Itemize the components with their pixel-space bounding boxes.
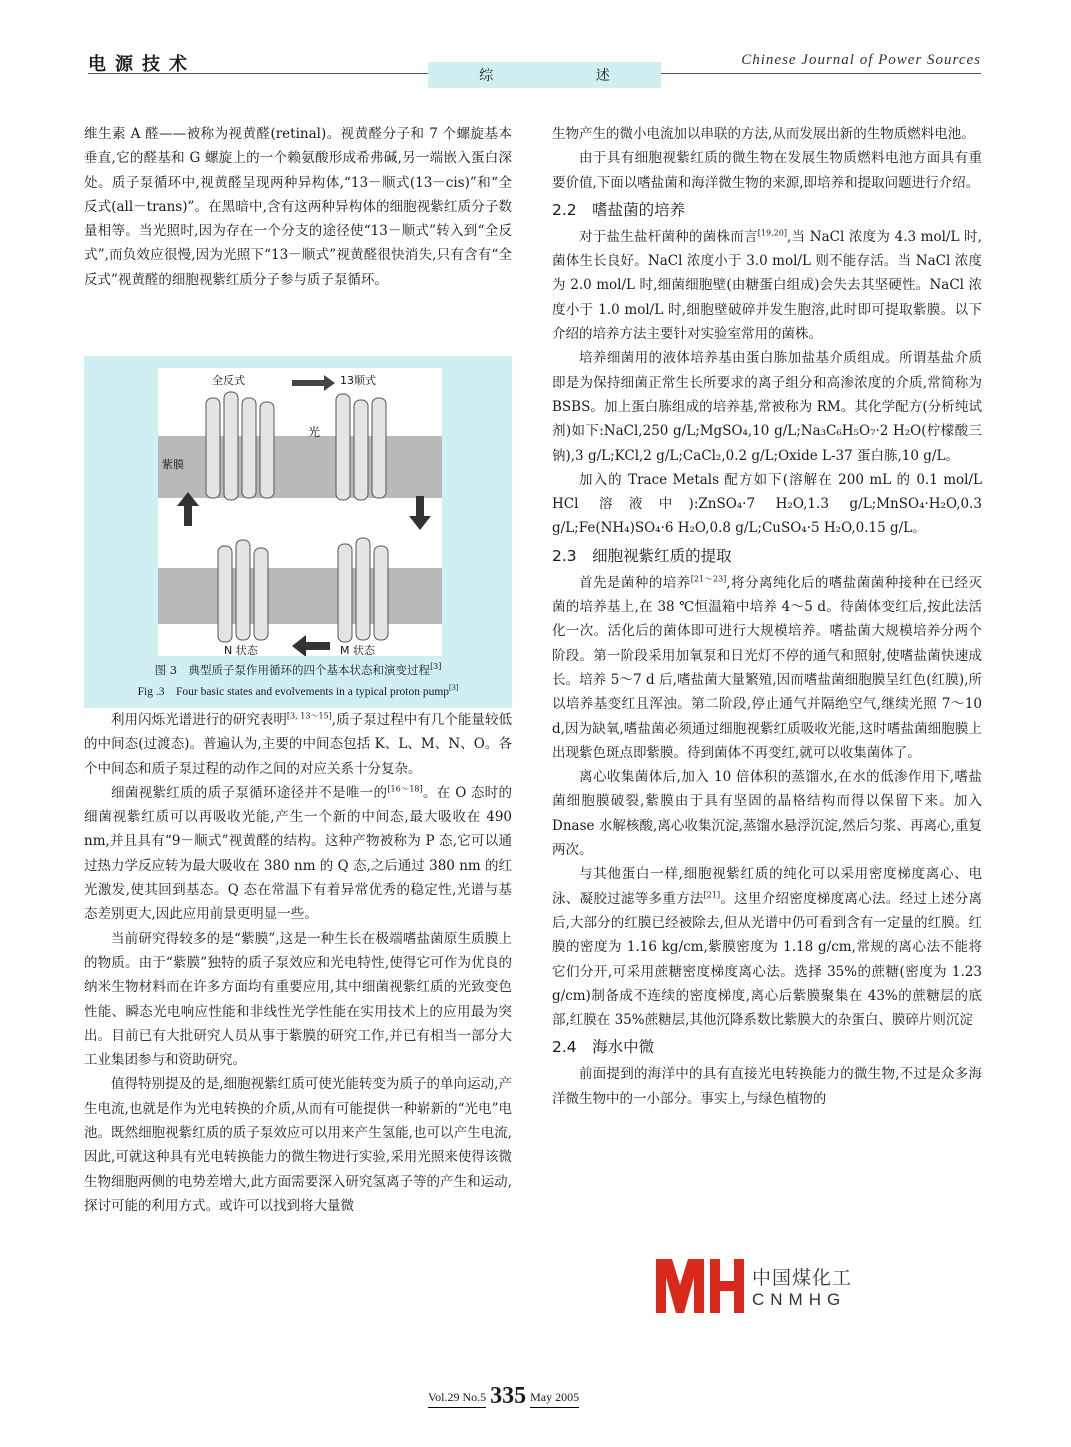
page-number: 335 — [490, 1383, 527, 1409]
paragraph: 前面提到的海洋中的具有直接光电转换能力的微生物,不过是众多海洋微生物中的一小部分。事实上,与绿色植物的 — [552, 1066, 982, 1107]
paragraph: 当前研究得较多的是“紫膜”,这是一种生长在极端嗜盐菌原生质膜上的物质。由于“紫膜”独特的质子泵效应和光电特性,使得它可作为优良的纳米生物材料而在许多方面均有重要应用,其中细菌视紫红质的光致变色性能、瞬态光电响应性能和非线性光学性能在实用技术上的应用最为突出。目前已有大批研究人员从事于紫膜的研究工作,并已有相当一部分大工业集团参与和资助研究。 — [84, 930, 512, 1069]
figure-caption-en: Fig .3 Four basic states and evolvements in a typical proton pump[3] — [137, 683, 459, 698]
journal-title-en: Chinese Journal of Power Sources — [741, 52, 981, 68]
left-column-top — [84, 122, 512, 292]
figure-caption-cn: 图 3 典型质子泵作用循环的四个基本状态和演变过程[3] — [154, 662, 442, 677]
section-heading-2-2: 2.2 嗜盐菌的培养 — [552, 200, 686, 219]
label-m-state: M 状态 — [340, 644, 375, 656]
paragraph: 培养细菌用的液体培养基由蛋白胨加盐基介质组成。所谓基盐介质即是为保持细菌正常生长所要求的离子组分和高渗浓度的介质,常简称为 BSBS。加上蛋白胨组成的培养基,常被称为 RM。其化学配方(分析纯试剂)如下:NaCl,250 g/L;MgSO₄,10 g/L;Na₃C₆H₅O₇·2 H₂O(柠檬酸三钠),3 g/L;KCl,2 g/L;CaCl₂,0.2 g/L;Oxide L-37 蛋白胨,10 g/L。 — [552, 350, 982, 464]
label-light: 光 — [308, 425, 321, 439]
label-n-state: N 状态 — [224, 644, 258, 656]
journal-title-cn: 电源技术 — [88, 54, 196, 75]
issue-date: May 2005 — [530, 1390, 579, 1408]
left-column-bottom — [84, 708, 512, 1218]
proton-pump-diagram — [158, 368, 442, 656]
paragraph: 对于盐生盐杆菌种的菌株而言[19,20],当 NaCl 浓度为 4.3 mol/L 时,菌体生长良好。NaCl 浓度小于 3.0 mol/L 则不能存活。当 NaCl 浓度为 2.0 mol/L 时,细菌细胞壁(由糖蛋白组成)会失去其坚硬性。NaCl 浓度小于 1.0 mol/L 时,细胞壁破碎并发生胞溶,此时即可提取紫膜。以下介绍的培养方法主要针对实验室常用的菌株。 — [552, 228, 983, 343]
paragraph: 值得特别提及的是,细胞视紫红质可使光能转变为质子的单向运动,产生电流,也就是作为光电转换的介质,从而有可能提供一种崭新的“光电”电池。既然细胞视紫红质的质子泵效应可以用来产生氢能,也可以产生电流,因此,可就这种具有光电转换能力的微生物进行实验,采用光照来使得该微生物细胞两侧的电势差增大,此方面需要深入研究氢离子等的产生和运动,探讨可能的利用方式。或许可以找到将大量微 — [84, 1076, 512, 1214]
mh-logo-icon — [652, 1255, 748, 1317]
paragraph: 维生素 A 醛——被称为视黄醛(retinal)。视黄醛分子和 7 个螺旋基本垂直,它的醛基和 G 螺旋上的一个赖氨酸形成希弗碱,另一端嵌入蛋白深处。质子泵循环中,视黄醛呈现两种异构体,“13－顺式(13－cis)”和“全反式(all－trans)”。在黑暗中,含有这两种异构体的细胞视紫红质分子数量相等。当光照时,因为存在一个分支的途径使“13－顺式”转入到“全反式”,而负效应很慢,因为光照下“13－顺式”视黄醛很快消失,只有含有“全反式”视黄醛的细胞视紫红质分子参与质子泵循环。 — [84, 126, 512, 288]
watermark-text-en: CNMHG — [752, 1289, 847, 1309]
watermark-logo — [652, 1254, 894, 1318]
watermark-text-cn: 中国煤化工 — [752, 1266, 853, 1289]
volume-issue: Vol.29 No.5 — [428, 1390, 486, 1408]
paragraph: 利用闪烁光谱进行的研究表明[3, 13～15],质子泵过程中有几个能量较低的中间态(过渡态)。普遍认为,主要的中间态包括 K、L、M、N、O。各个中间态和质子泵过程的动作之间的对应关系十分复杂。 — [84, 711, 513, 777]
paragraph: 首先是菌种的培养[21～23],将分离纯化后的嗜盐菌菌种接种在已经灭菌的培养基上,在 38 ℃恒温箱中培养 4～5 d。待菌体变红后,按此法活化一次。活化后的菌体即可进行大规模培养。嗜盐菌大规模培养分两个阶段。第一阶段采用加氧泵和日光灯不停的通气和照射,使嗜盐菌快速成长。培养 5～7 d 后,嗜盐菌大量繁殖,因而嗜盐菌细胞膜呈红色(红膜),所以培养基变红且浑浊。第二阶段,停止通气并隔绝空气,继续光照 7～10 d,因为缺氧,嗜盐菌必须通过细胞视紫红质吸收光能,这时嗜盐菌细胞膜上出现紫色斑点即紫膜。待到菌体不再变红,就可以收集菌体了。 — [552, 574, 983, 761]
section-label — [428, 62, 661, 88]
paragraph: 与其他蛋白一样,细胞视紫红质的纯化可以采用密度梯度离心、电泳、凝胶过滤等多重方法[21]。这里介绍密度梯度离心法。经过上述分离后,大部分的红膜已经被除去,但从光谱中仍可看到含有一定量的红膜。红膜的密度为 1.16 kg/cm,紫膜密度为 1.18 g/cm,常规的离心法不能将它们分开,可采用蔗糖密度梯度离心法。选择 35%的蔗糖(密度为 1.23 g/cm)制备成不连续的密度梯度,离心后紫膜聚集在 43%的蔗糖层的底部,红膜在 35%蔗糖层,其他沉降系数比紫膜大的杂蛋白、膜碎片则沉淀 — [552, 866, 983, 1029]
paragraph: 由于具有细胞视紫红质的微生物在发展生物质燃料电池方面具有重要价值,下面以嗜盐菌和海洋微生物的来源,即培养和提取问题进行介绍。 — [552, 150, 982, 191]
section-heading-2-3: 2.3 细胞视紫红质的提取 — [552, 546, 732, 565]
section-heading-2-4: 2.4 海水中微 — [552, 1038, 655, 1057]
right-column — [552, 122, 982, 1111]
section-label-left: 综 — [479, 68, 494, 84]
section-label-right: 述 — [595, 68, 610, 84]
label-all-trans: 全反式 — [212, 374, 245, 387]
paragraph: 生物产生的微小电流加以串联的方法,从而发展出新的生物质燃料电池。 — [552, 126, 975, 142]
label-13-cis: 13顺式 — [340, 374, 376, 387]
paragraph: 加入的 Trace Metals 配方如下(溶解在 200 mL 的 0.1 mol/L HCl 溶液中):ZnSO₄·7 H₂O,1.3 g/L;MnSO₄·H₂O,0.3 g/L;Fe(NH₄)SO₄·6 H₂O,0.8 g/L;CuSO₄·5 H₂O,0.15 g/L。 — [552, 471, 982, 537]
figure-3 — [84, 356, 512, 708]
paragraph: 离心收集菌体后,加入 10 倍体积的蒸馏水,在水的低渗作用下,嗜盐菌细胞膜破裂,紫膜由于具有坚固的晶格结构而得以保留下来。加入 Dnase 水解核酸,离心收集沉淀,蒸馏水悬浮沉淀,然后匀浆、再离心,重复两次。 — [552, 769, 982, 859]
label-membrane: 紫膜 — [162, 458, 184, 471]
page-footer — [428, 1384, 579, 1408]
paragraph: 细菌视紫红质的质子泵循环途径并不是唯一的[16～18]。在 O 态时的细菌视紫红质可以再吸收光能,产生一个新的中间态,最大吸收在 490 nm,并且具有“9－顺式”视黄醛的结构。这种产物被称为 P 态,它可以通过热力学反应转为最大吸收在 380 nm 的 Q 态,之后通过 380 nm 的红光激发,使其回到基态。Q 态在常温下有着异常优秀的稳定性,光谱与基态差别更大,因此应用前景更明显一些。 — [84, 784, 513, 923]
